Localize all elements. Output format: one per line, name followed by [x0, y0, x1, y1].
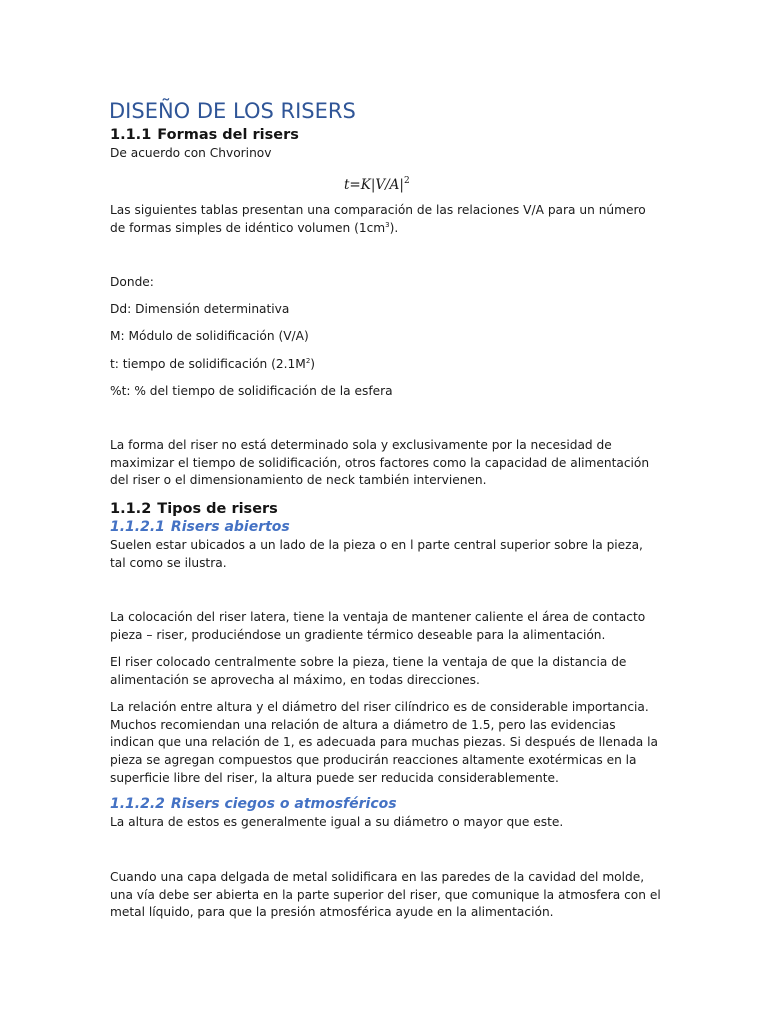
riser-shape-paragraph: La forma del riser no está determinado sola y exclusivamente por la necesidad de maximizar el tiempo de solidificación, otros factores como la capacidad de alimentación del riser o el dimensionamiento de neck también intervienen. — [110, 438, 650, 488]
abiertos-intro: Suelen estar ubicados a un lado de la pieza o en l parte central superior sobre la pieza, tal como se ilustra. — [110, 538, 643, 570]
document-title: DISEÑO DE LOS RISERS — [109, 99, 356, 123]
subsection-number: 1.1.2.1 — [110, 519, 165, 535]
definition-t-end: ) — [310, 357, 316, 371]
definition-dd: Dd: Dimensión determinativa — [110, 302, 290, 316]
subsection-title: Risers ciegos o atmosféricos — [170, 796, 397, 812]
definition-m: M: Módulo de solidificación (V/A) — [110, 329, 309, 343]
ciegos-paragraph-1: Cuando una capa delgada de metal solidificara en las paredes de la cavidad del molde, una vía debe ser abierta en la parte superior del riser, que comunique la atmosfera con el metal líquido, para que la presión atmosférica ayude en la alimentación. — [110, 870, 661, 920]
intro-text: De acuerdo con Chvorinov — [110, 146, 272, 160]
section-number: 1.1.1 — [110, 127, 152, 143]
section-number: 1.1.2 — [110, 501, 152, 517]
comparison-exponent: 3 — [385, 220, 390, 229]
definition-pct: %t: % del tiempo de solidificación de la esfera — [110, 384, 393, 398]
donde-label: Donde: — [110, 275, 154, 289]
subsection-title: Risers abiertos — [170, 519, 290, 535]
formula-expression: t=K|V/A| — [344, 177, 404, 193]
comparison-end: ). — [389, 220, 399, 235]
section-heading-formas — [110, 125, 299, 145]
abiertos-paragraph-3: La relación entre altura y el diámetro del riser cilíndrico es de considerable importancia. Muchos recomiendan una relación de altura a diámetro de 1.5, pero las evidencias indican que una relación de 1, es adecuada para muchas piezas. Si después de llenada la pieza se agregan compuestos que producirán reacciones altamente exotérmicas en la superficie libre del riser, la altura puede ser reducida considerablemente. — [110, 700, 658, 785]
formula-exponent: 2 — [403, 176, 410, 186]
subsection-heading-ciegos — [110, 795, 397, 814]
comparison-text: Las siguientes tablas presentan una comparación de las relaciones V/A para un número de formas simples de idéntico volumen (1cm — [110, 203, 646, 235]
subsection-heading-abiertos — [110, 518, 290, 537]
definition-t-text: t: tiempo de solidificación (2.1M — [110, 357, 306, 371]
section-title: Tipos de risers — [157, 501, 278, 517]
ciegos-intro: La altura de estos es generalmente igual a su diámetro o mayor que este. — [110, 815, 564, 829]
comparison-paragraph — [110, 202, 662, 237]
chvorinov-formula — [344, 171, 410, 195]
abiertos-paragraph-2: El riser colocado centralmente sobre la pieza, tiene la ventaja de que la distancia de alimentación se aprovecha al máximo, en todas direcciones. — [110, 655, 627, 687]
definition-t-exponent: 2 — [305, 357, 311, 365]
section-title: Formas del risers — [157, 127, 299, 143]
definition-t — [110, 356, 662, 374]
subsection-number: 1.1.2.2 — [110, 796, 165, 812]
abiertos-paragraph-1: La colocación del riser latera, tiene la ventaja de mantener caliente el área de contacto pieza – riser, produciéndose un gradiente térmico deseable para la alimentación. — [110, 610, 646, 642]
section-heading-tipos — [110, 499, 278, 519]
